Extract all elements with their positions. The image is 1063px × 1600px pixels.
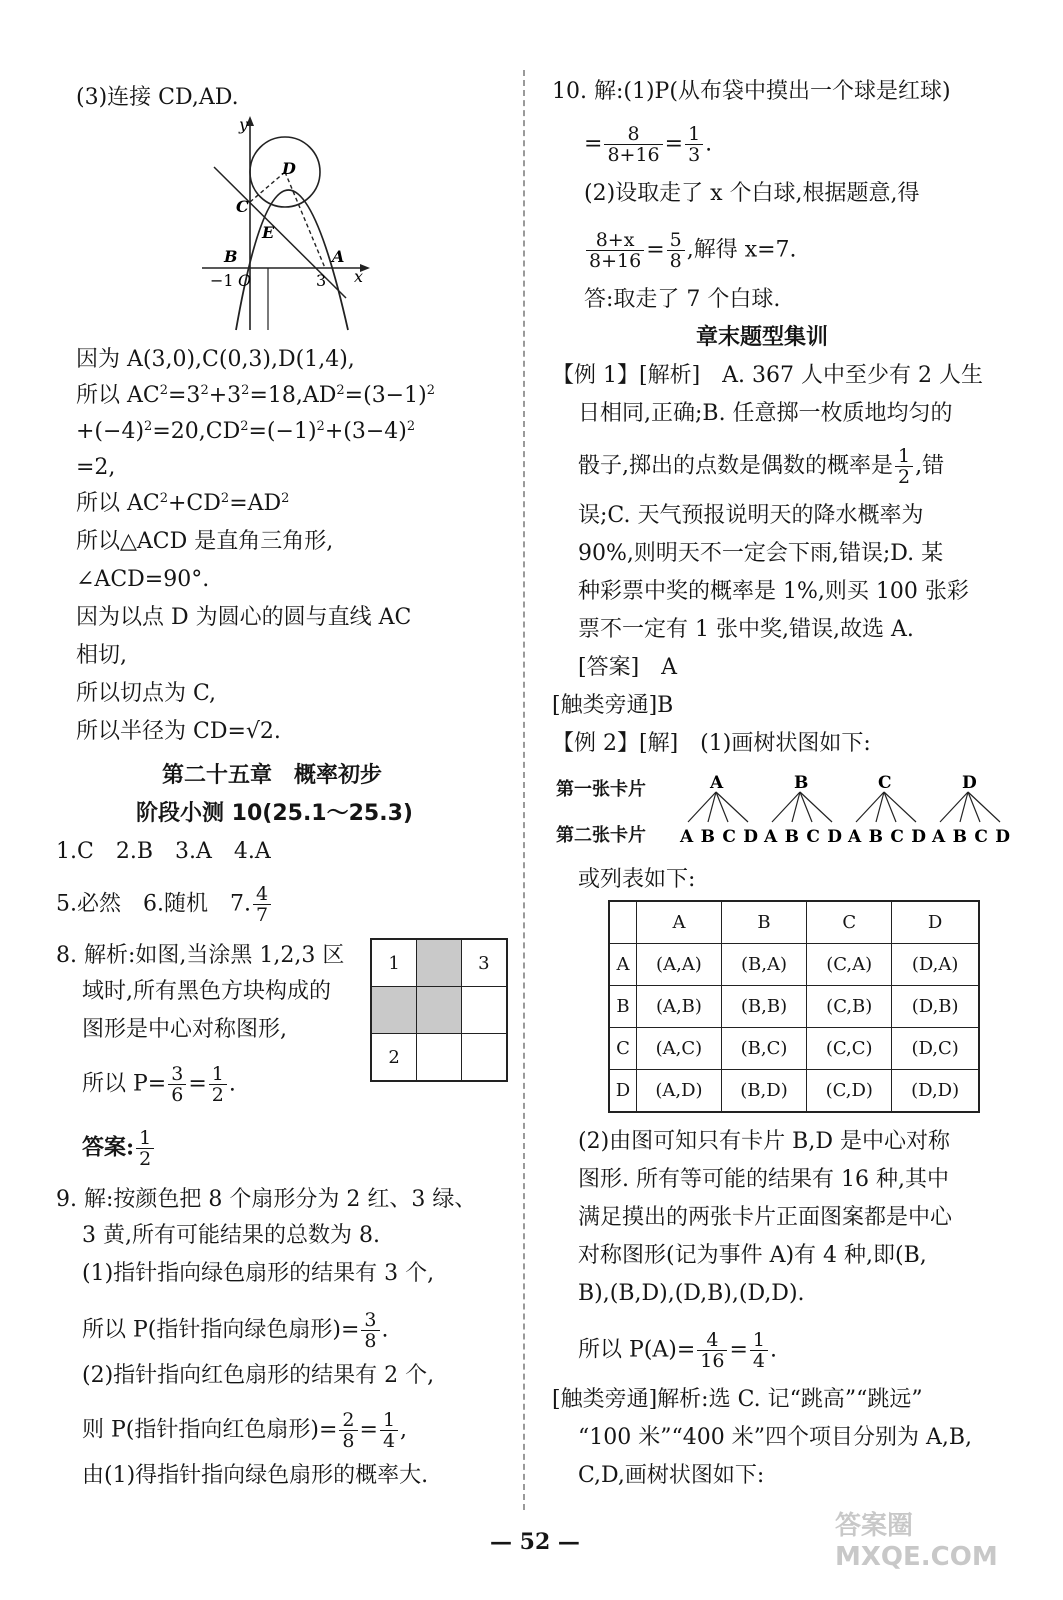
fraction: $\frac{2}{8}$ [339,1410,357,1451]
table-header-cell: D [892,901,979,944]
q10-line: 10. 解:(1)P(从布袋中摸出一个球是红球) [552,79,951,104]
q8-line: 所以 P= $\frac{3}{6}$ = $\frac{1}{2}$ . [82,1063,236,1106]
origin-label: O [238,271,252,290]
text-line: (3)连接 CD,AD. [76,85,239,110]
tree-row-label: 第二张卡片 [556,825,646,846]
point-b-label: B [224,247,238,266]
grid-cell: 3 [461,939,507,987]
example-line: 【例 2】[解] (1)画树状图如下: [552,731,871,756]
table-row [609,944,979,986]
fraction: $\frac{4}{16}$ [697,1330,727,1371]
table-row-header: C [609,1028,637,1070]
tree-branch [763,773,842,847]
q10-line: $\frac{8+x}{8+16}$ = $\frac{5}{8}$ ,解得 x=7. [584,230,797,271]
example-line: 种彩票中奖的概率是 1%,则买 100 张彩 [578,579,969,604]
fraction: $\frac{8+x}{8+16}$ [586,230,644,271]
q8-answer: 答案: $\frac{1}{2}$ [82,1128,156,1169]
section-title: 章末题型集训 [696,325,829,350]
text-line: 所以切点为 C, [76,681,217,706]
table-cell: (D,A) [892,944,979,986]
tree-children: A B C D [764,827,842,847]
table-cell: (D,D) [892,1070,979,1113]
tick-3: 3 [316,271,327,290]
grid-cell [417,1034,462,1082]
q10-line: = $\frac{8}{8+16}$ = $\frac{1}{3}$ . [584,123,713,166]
point-a-label: A [332,247,345,266]
table-cell: (B,C) [721,1028,806,1070]
table-cell: (B,B) [721,986,806,1028]
axis-x-label: x [354,267,364,286]
table-header-row [609,901,979,944]
tree-branch [931,773,1010,847]
table-row-header: B [609,986,637,1028]
table-header-cell: B [721,901,806,944]
table-header-cell: A [637,901,722,944]
extension-line: “100 米”“400 米”四个项目分别为 A,B, [578,1425,972,1450]
text-line: 相切, [76,643,127,668]
example-line: 【例 1】[解析] A. 367 人中至少有 2 人生 [552,363,983,388]
tree-branch [679,773,758,847]
extension-line: C,D,画树状图如下: [578,1463,765,1488]
example-line: 所以 P(A)= $\frac{4}{16}$ = $\frac{1}{4}$ . [578,1329,778,1372]
table-row-header: A [609,944,637,986]
q8-line: 域时,所有黑色方块构成的 [82,979,331,1004]
answer-line: [答案] A [578,655,678,680]
example-line: (2)由图可知只有卡片 B,D 是中心对称 [578,1129,950,1154]
table-header-cell: C [807,901,892,944]
grid-cell: 2 [371,1034,417,1082]
grid-cell [461,1034,507,1082]
tree-children: A B C D [932,827,1010,847]
shading-grid [370,938,508,1082]
q10-line: 答:取走了 7 个白球. [584,287,781,312]
tree-parent: A [710,773,724,793]
q9-line: 9. 解:按颜色把 8 个扇形分为 2 红、3 绿、 [56,1187,477,1212]
fraction: $\frac{3}{6}$ [168,1064,186,1105]
q8-line: 8. 解析:如图,当涂黑 1,2,3 区 [56,943,345,968]
example-line: 图形. 所有等可能的结果有 16 种,其中 [578,1167,949,1192]
section-title: 阶段小测 10(25.1～25.3) [136,801,413,826]
table-row-header: D [609,1070,637,1113]
answer-line: 1.C 2.B 3.A 4.A [56,839,271,864]
grid-cell-shaded [417,939,462,987]
table-cell: (C,C) [807,1028,892,1070]
fraction: $\frac{1}{2}$ [209,1064,227,1105]
table-row [609,1028,979,1070]
tree-diagram [676,770,1014,850]
text-line: 因为以点 D 为圆心的圆与直线 AC [76,605,412,630]
table-cell: (A,B) [637,986,722,1028]
table-cell: (D,C) [892,1028,979,1070]
fraction: $\frac{3}{8}$ [361,1310,379,1351]
watermark-logo: 答案圈 MXQE.COM [835,1511,998,1572]
table-row [609,1070,979,1113]
table-cell: (C,B) [807,986,892,1028]
table-cell: (A,D) [637,1070,722,1113]
example-line: 满足摸出的两张卡片正面图案都是中心 [578,1205,953,1230]
table-cell [609,901,637,944]
fraction: $\frac{5}{8}$ [667,230,685,271]
parabola-circle-figure [198,112,378,334]
text-line: 或列表如下: [578,867,696,892]
text-line: 所以△ACD 是直角三角形, [76,529,334,554]
grid-cell-shaded [371,987,417,1034]
q8-line: 图形是中心对称图形, [82,1017,287,1042]
table-cell: (C,D) [807,1070,892,1113]
chapter-title: 第二十五章 概率初步 [162,763,383,788]
tree-children: A B C D [680,827,758,847]
q9-line: (2)指针指向红色扇形的结果有 2 个, [82,1363,435,1388]
fraction: $\frac{1}{4}$ [380,1410,398,1451]
fraction: $\frac{1}{3}$ [685,124,703,165]
text-line: ∠ACD=90°. [76,567,210,592]
answer-line: 5.必然 6.随机 7. $\frac{4}{7}$ [56,884,273,925]
fraction: $\frac{8}{8+16}$ [604,124,662,165]
table-cell: (A,C) [637,1028,722,1070]
q10-line: (2)设取走了 x 个白球,根据题意,得 [584,181,920,206]
tree-children: A B C D [848,827,926,847]
tree-parent: C [878,773,892,793]
text-line: =2, [76,455,116,480]
example-line: 误;C. 天气预报说明天的降水概率为 [578,503,924,528]
q9-line: 所以 P(指针指向绿色扇形)= $\frac{3}{8}$ . [82,1309,389,1352]
table-cell: (D,B) [892,986,979,1028]
outcome-table [608,900,980,1113]
table-cell: (B,A) [721,944,806,986]
column-divider [523,70,525,1510]
text-line: 所以 $AC^2+CD^2=AD^2$ [76,491,290,516]
table-cell: (B,D) [721,1070,806,1113]
example-line: 票不一定有 1 张中奖,错误,故选 A. [578,617,914,642]
text-line: $+(-4)^2=20,CD^2=(-1)^2+(3-4)^2$ [76,419,416,444]
fraction: $\frac{4}{7}$ [253,884,271,925]
example-line: 日相同,正确;B. 任意掷一枚质地均匀的 [578,401,953,426]
fraction: $\frac{1}{2}$ [895,446,913,487]
axis-y-label: y [239,115,249,134]
tree-branch [847,773,926,847]
fraction: $\frac{1}{2}$ [136,1128,154,1169]
q9-line: 3 黄,所有可能结果的总数为 8. [82,1223,380,1248]
point-c-label: C [236,197,249,216]
page-number: — 52 — [490,1529,580,1555]
example-line: B),(B,D),(D,B),(D,D). [578,1281,805,1306]
grid-cell [461,987,507,1034]
tree-parent: D [962,773,977,793]
point-d-label: D [282,159,296,178]
example-line: 骰子,掷出的点数是偶数的概率是 $\frac{1}{2}$ ,错 [578,445,945,488]
table-cell: (C,A) [807,944,892,986]
q9-line: 由(1)得指针指向绿色扇形的概率大. [82,1463,429,1488]
tick-neg1: −1 [210,271,234,290]
q9-line: 则 P(指针指向红色扇形)= $\frac{2}{8}$ = $\frac{1}{4}$ , [82,1409,408,1452]
tree-row-label: 第一张卡片 [556,779,646,800]
grid-cell-shaded [417,987,462,1034]
example-line: 对称图形(记为事件 A)有 4 种,即(B, [578,1243,927,1268]
text-line: 因为 A(3,0),C(0,3),D(1,4), [76,347,355,372]
text-line: 所以半径为 CD=√2. [76,719,281,744]
extension-line: [触类旁通]B [552,693,674,718]
extension-line: [触类旁通]解析:选 C. 记“跳高”“跳远” [552,1387,923,1412]
example-line: 90%,则明天不一定会下雨,错误;D. 某 [578,541,944,566]
table-row [609,986,979,1028]
fraction: $\frac{1}{4}$ [750,1330,768,1371]
table-cell: (A,A) [637,944,722,986]
q9-line: (1)指针指向绿色扇形的结果有 3 个, [82,1261,435,1286]
text-line: 所以 $AC^2=3^2+3^2=18,AD^2=(3-1)^2$ [76,383,435,408]
grid-cell: 1 [371,939,417,987]
point-e-label: E [262,223,275,242]
tree-parent: B [794,773,809,793]
